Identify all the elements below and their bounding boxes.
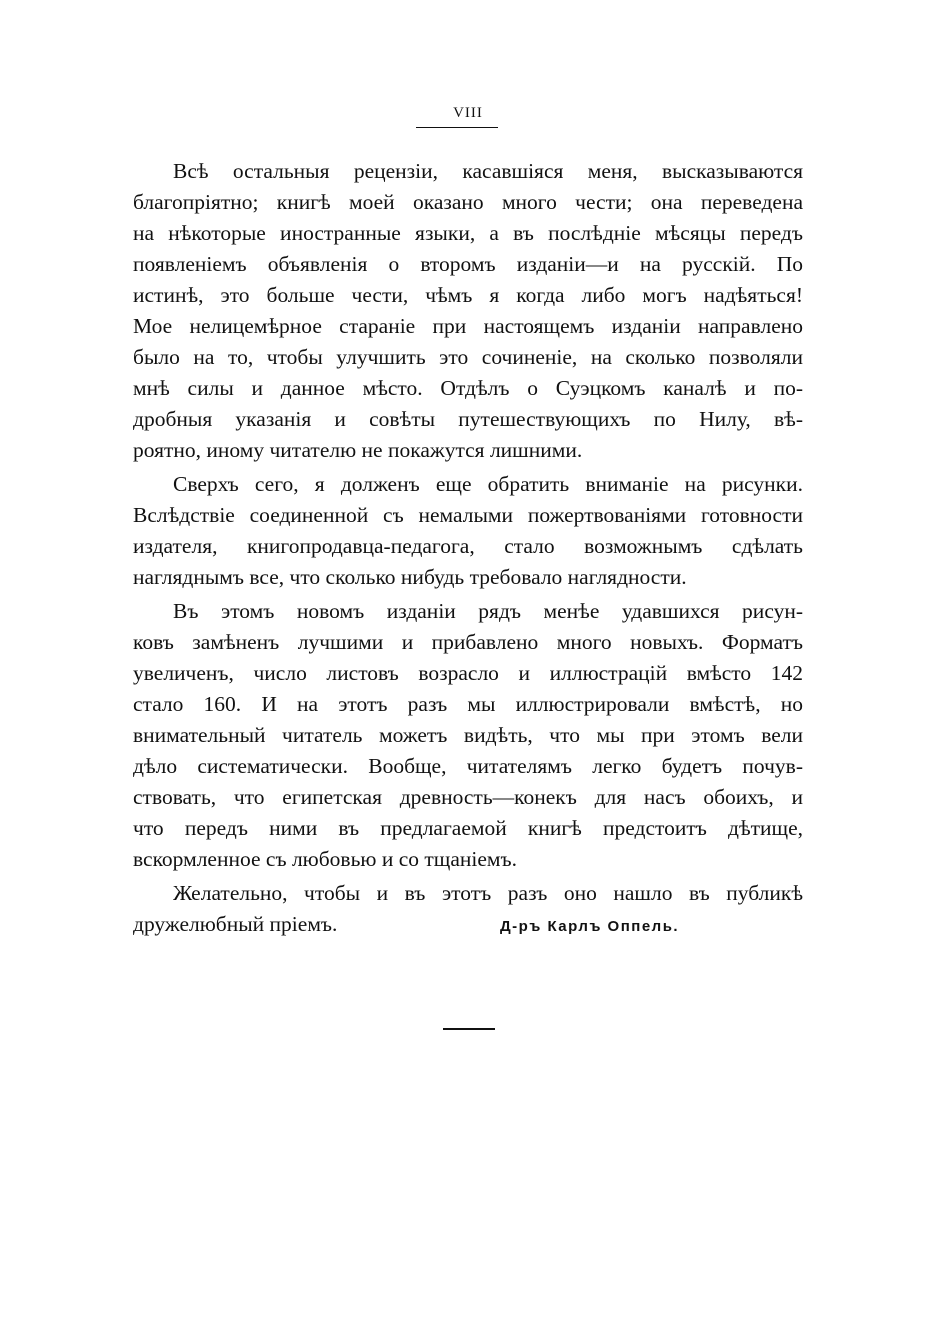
text-line: благопріятно; книгѣ моей оказано много чести; она переведена [133, 190, 803, 214]
paragraph [133, 156, 803, 466]
text-line: нагляднымъ все, что сколько нибудь требовало наглядности. [133, 565, 687, 589]
text-line: Желательно, чтобы и въ этотъ разъ оно нашло въ публикѣ [173, 881, 803, 905]
paragraph [133, 596, 803, 875]
text-line: роятно, иному читателю не покажутся лишними. [133, 438, 583, 462]
text-line: дружелюбный пріемъ. [133, 912, 338, 936]
text-line: мнѣ силы и данное мѣсто. Отдѣлъ о Суэцкомъ каналѣ и по- [133, 376, 803, 400]
text-line: Всѣ остальныя рецензіи, касавшіяся меня, высказываются [173, 159, 803, 183]
text-line: Вслѣдствіе соединенной съ немалыми пожертвованіями готовности [133, 503, 803, 527]
text-line: вскормленное съ любовью и со тщаніемъ. [133, 847, 517, 871]
body-text [133, 156, 803, 940]
author-signature: Д-ръ Карлъ Оппель. [500, 918, 680, 935]
paragraph [133, 469, 803, 593]
text-line: на нѣкоторые иностранные языки, а въ послѣдніе мѣсяцы передъ [133, 221, 803, 245]
text-line: увеличенъ, число листовъ возрасло и иллюстрацій вмѣсто 142 [133, 661, 803, 685]
text-line: дѣло систематически. Вообще, читателямъ легко будетъ почув- [133, 754, 803, 778]
text-line: Въ этомъ новомъ изданіи рядъ менѣе удавшихся рисун- [173, 599, 803, 623]
text-line: внимательный читатель можетъ видѣть, что мы при этомъ вели [133, 723, 803, 747]
page-number: VIII [453, 105, 483, 121]
text-line: Мое нелицемѣрное стараніе при настоящемъ изданіи направлено [133, 314, 803, 338]
text-line: стало 160. И на этотъ разъ мы иллюстрировали вмѣстѣ, но [133, 692, 803, 716]
footer-rule [443, 1028, 495, 1030]
text-line: ковъ замѣненъ лучшими и прибавлено много новыхъ. Форматъ [133, 630, 803, 654]
header-rule [416, 127, 498, 128]
text-line: Сверхъ сего, я долженъ еще обратить вниманіе на рисунки. [173, 472, 803, 496]
text-line: издателя, книгопродавца-педагога, стало возможнымъ сдѣлать [133, 534, 803, 558]
text-line: ствовать, что египетская древность—конекъ для насъ обоихъ, и [133, 785, 803, 809]
text-line: появленіемъ объявленія о второмъ изданіи—и на русскій. По [133, 252, 803, 276]
text-line: истинѣ, это больше чести, чѣмъ я когда либо могъ надѣяться! [133, 283, 803, 307]
text-line: что передъ ними въ предлагаемой книгѣ предстоитъ дѣтище, [133, 816, 803, 840]
text-line: было на то, чтобы улучшить это сочиненіе, на сколько позволяли [133, 345, 803, 369]
text-line: дробныя указанія и совѣты путешествующихъ по Нилу, вѣ- [133, 407, 803, 431]
